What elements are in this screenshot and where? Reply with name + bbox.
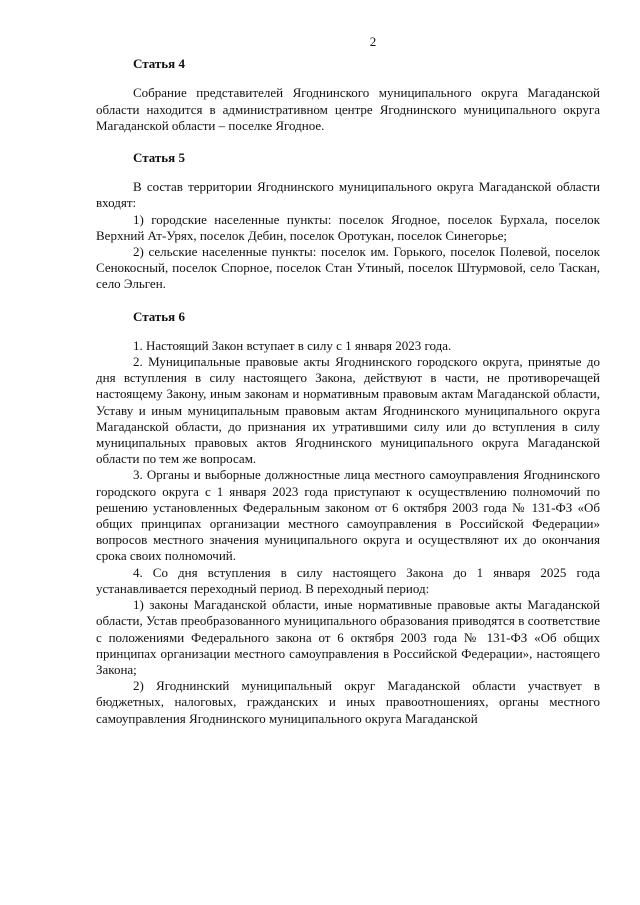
article-6-paragraph-2: 2. Муниципальные правовые акты Ягоднинского городского округа, принятые до дня вступления в силу настоящего Закона, действуют в части, не противоречащей настоящему Закону, иным законам и нормативным правовым актам Магаданской области, Уставу и иным муниципальным правовым актам Ягоднинского муниципального округа Магаданской области, до признания их утратившими силу или до вступления в силу муниципальных правовых актов Ягоднинского муниципального округа Магаданской области по тем же вопросам. [96, 354, 600, 467]
article-6-heading: Статья 6 [133, 308, 185, 324]
article-5 [96, 150, 600, 293]
article-4-heading: Статья 4 [133, 56, 185, 72]
page-number: 2 [369, 34, 377, 49]
article-4-paragraph-1: Собрание представителей Ягоднинского муниципального округа Магаданской области находится в административном центре Ягоднинского муниципального округа Магаданской области – поселке Ягодное. [96, 85, 600, 133]
article-6-paragraph-1: 1. Настоящий Закон вступает в силу с 1 января 2023 года. [133, 337, 452, 353]
article-6-paragraph-5: 1) законы Магаданской области, иные нормативные правовые акты Магаданской области, Устав преобразованного муниципального образования приводятся в соответствие с положениями Федерального закона от 6 октября 2003 года № 131-ФЗ «Об общих принципах организации местного самоуправления в Российской Федерации», настоящего Закона; [96, 597, 600, 677]
article-5-paragraph-2: 1) городские населенные пункты: поселок Ягодное, поселок Бурхала, поселок Верхний Ат-Урях, поселок Дебин, поселок Оротукан, поселок Синегорье; [96, 211, 600, 243]
article-6-paragraph-6: 2) Ягоднинский муниципальный округ Магаданской области участвует в бюджетных, налоговых, гражданских и иных правоотношениях, органы местного самоуправления Ягоднинского муниципального округа Магаданской [96, 678, 600, 726]
article-6 [96, 309, 600, 727]
article-6-paragraph-4: 4. Со дня вступления в силу настоящего Закона до 1 января 2025 года устанавливается переходный период. В переходный период: [96, 564, 600, 596]
article-5-heading: Статья 5 [133, 150, 185, 166]
article-5-paragraph-3: 2) сельские населенные пункты: поселок им. Горького, поселок Полевой, поселок Сенокосный, поселок Спорное, поселок Стан Утиный, поселок Штурмовой, село Таскан, село Эльген. [96, 244, 600, 292]
article-4 [96, 56, 600, 134]
article-5-paragraph-1: В состав территории Ягоднинского муниципального округа Магаданской области входят: [96, 179, 600, 211]
article-6-paragraph-3: 3. Органы и выборные должностные лица местного самоуправления Ягоднинского городского округа с 1 января 2023 года приступают к осуществлению полномочий по решению установленных Федеральным законом от 6 октября 2003 года № 131-ФЗ «Об общих принципах организации местного самоуправления в Российской Федерации» вопросов местного значения муниципального округа и осуществляют их до окончания срока своих полномочий. [96, 467, 600, 564]
